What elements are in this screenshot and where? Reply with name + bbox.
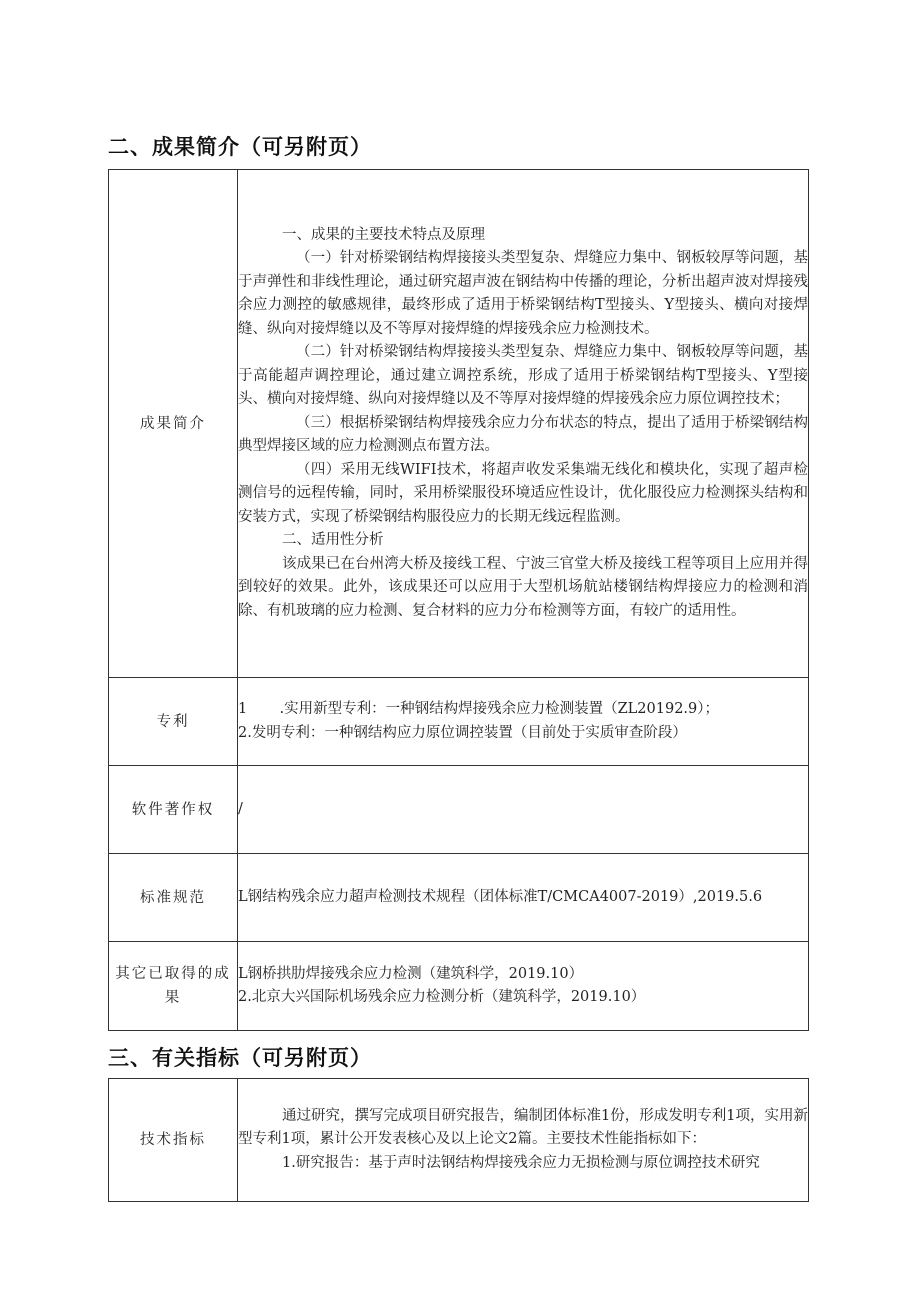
tech-row xyxy=(109,1079,809,1202)
tech-paragraph: 通过研究，撰写完成项目研究报告，编制团体标准1份，形成发明专利1项，实用新型专利1项，累计公开发表核心及以上论文2篇。主要技术性能指标如下： xyxy=(238,1107,808,1148)
other-line: 2.北京大兴国际机场残余应力检测分析（建筑科学，2019.10） xyxy=(238,989,646,1005)
intro-paragraph: （三）根据桥梁钢结构焊接残余应力分布状态的特点，提出了适用于桥梁钢结构典型焊接区域的应力检测测点布置方法。 xyxy=(238,414,808,455)
standard-content: L钢结构残余应力超声检测技术规程（团体标准T/CMCA4007-2019）,2019.5.6 xyxy=(238,854,809,942)
other-row xyxy=(109,942,809,1031)
intro-paragraph: 该成果已在台州湾大桥及接线工程、宁波三官堂大桥及接线工程等项目上应用并得到较好的效果。此外，该成果还可以应用于大型机场航站楼钢结构焊接应力的检测和消除、有机玻璃的应力检测、复合材料的应力分布检测等方面，有较广的适用性。 xyxy=(238,555,808,619)
standard-row xyxy=(109,854,809,942)
intro-paragraph: （一）针对桥梁钢结构焊接接头类型复杂、焊缝应力集中、钢板较厚等问题，基于声弹性和非线性理论，通过研究超声波在钢结构中传播的理论，分析出超声波对焊接残余应力测控的敏感规律，最终形成了适用于桥梁钢结构T型接头、Y型接头、横向对接焊缝、纵向对接焊缝以及不等厚对接焊缝的焊接残余应力检测技术。 xyxy=(238,250,808,337)
tech-label: 技术指标 xyxy=(109,1079,238,1202)
section-2-heading: 二、成果简介（可另附页） xyxy=(108,135,372,159)
intro-paragraph: （四）采用无线WIFI技术，将超声收发采集端无线化和模块化，实现了超声检测信号的远程传输，同时，采用桥梁服役环境适应性设计，优化服役应力检测探头结构和安装方式，实现了桥梁钢结构服役应力的长期无线远程监测。 xyxy=(238,461,808,525)
intro-label: 成果简介 xyxy=(109,170,238,678)
section-3-heading: 三、有关指标（可另附页） xyxy=(108,1046,372,1070)
patent-label: 专利 xyxy=(109,678,238,766)
patent-row xyxy=(109,678,809,766)
intro-content xyxy=(238,170,809,678)
intro-paragraph: 二、适用性分析 xyxy=(282,532,384,549)
tech-paragraph: 1.研究报告：基于声时法钢结构焊接残余应力无损检测与原位调控技术研究 xyxy=(282,1154,760,1171)
intro-row xyxy=(109,170,809,678)
intro-paragraph: 一、成果的主要技术特点及原理 xyxy=(282,226,485,243)
patent-line: 2.发明专利：一种钢结构应力原位调控装置（目前处于实质审查阶段） xyxy=(238,724,687,741)
software-content: / xyxy=(238,766,809,854)
achievement-table xyxy=(108,169,809,1031)
intro-paragraph: （二）针对桥梁钢结构焊接接头类型复杂、焊缝应力集中、钢板较厚等问题，基于高能超声调控理论，通过建立调控系统，形成了适用于桥梁钢结构T型接头、Y型接头、横向对接焊缝、纵向对接焊缝以及不等厚对接焊缝的焊接残余应力原位调控技术； xyxy=(238,344,808,408)
other-line: L钢桥拱肋焊接残余应力检测（建筑科学，2019.10） xyxy=(238,965,584,982)
patent-content xyxy=(238,678,809,766)
patent-line: 1 .实用新型专利：一种钢结构焊接残余应力检测装置（ZL20192.9）； xyxy=(238,701,720,717)
other-content xyxy=(238,942,809,1031)
software-label: 软件著作权 xyxy=(109,766,238,854)
tech-content xyxy=(238,1079,809,1202)
indicator-table xyxy=(108,1078,809,1202)
software-row xyxy=(109,766,809,854)
other-label: 其它已取得的成果 xyxy=(109,942,238,1031)
standard-label: 标准规范 xyxy=(109,854,238,942)
